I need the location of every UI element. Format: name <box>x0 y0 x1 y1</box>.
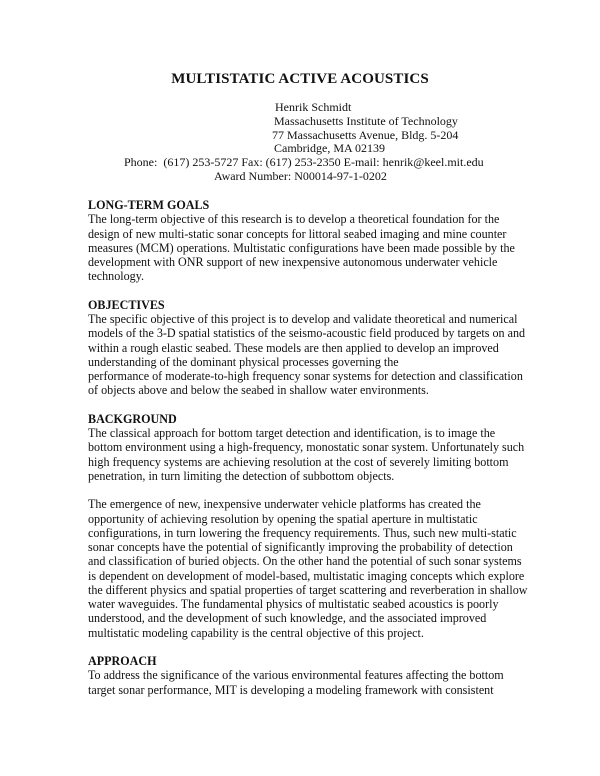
section-heading: LONG-TERM GOALS <box>88 198 210 212</box>
document-title: MULTISTATIC ACTIVE ACOUSTICS <box>171 71 429 87</box>
text-line: models of the 3-D spatial statistics of the seismo-acoustic field produced by targets on and <box>88 326 526 341</box>
text-line: understanding of the dominant physical processes governing the <box>88 354 399 369</box>
author-name: Henrik Schmidt <box>275 100 352 114</box>
section-gap <box>88 640 518 654</box>
author-block <box>0 101 600 184</box>
text-line: The emergence of new, inexpensive underwater vehicle platforms has created the <box>88 497 481 512</box>
paragraph <box>88 668 518 697</box>
text-line: understood, and the development of such knowledge, and the associated improved <box>88 611 487 626</box>
text-line: bottom environment using a high-frequency, monostatic sonar system. Unfortunately such <box>88 440 525 455</box>
paragraph <box>88 426 525 483</box>
author-city: Cambridge, MA 02139 <box>274 141 385 156</box>
text-line: of objects above and below the seabed in shallow water environments. <box>88 383 429 398</box>
section-heading: OBJECTIVES <box>88 297 165 312</box>
text-line: is dependent on development of model-based, multistatic imaging concepts which explore <box>88 568 525 583</box>
text-line: target sonar performance, MIT is developing a modeling framework with consistent <box>88 682 494 697</box>
paragraph <box>88 312 526 398</box>
text-line: opportunity of achieving resolution by opening the spatial aperture in multistatic <box>88 511 478 526</box>
text-line: The specific objective of this project is to develop and validate theoretical and numerical <box>88 312 518 326</box>
author-contact: Phone: (617) 253-5727 Fax: (617) 253-2350 E-mail: henrik@keel.mit.edu <box>124 155 484 170</box>
text-line: design of new multi-static sonar concepts for littoral seabed imaging and mine counter <box>88 226 507 241</box>
text-line: The long-term objective of this research is to develop a theoretical foundation for the <box>88 212 500 227</box>
text-line: penetration, in turn limiting the detection of subbottom objects. <box>88 468 395 483</box>
section-heading: APPROACH <box>88 654 157 668</box>
text-line: technology. <box>88 269 144 284</box>
paragraph <box>88 212 518 283</box>
section-gap <box>88 284 518 298</box>
text-line: and classification of buried objects. On the other hand the potential of such sonar systems <box>88 554 522 569</box>
author-institution: Massachusetts Institute of Technology <box>274 113 458 128</box>
text-line: configurations, in turn lowering the frequency requirements. Thus, such new multi-static <box>88 525 517 540</box>
text-line: water waveguides. The fundamental physics of multistatic seabed acoustics is poorly <box>88 597 499 611</box>
section-heading: BACKGROUND <box>88 411 177 426</box>
text-line: high frequency systems are achieving resolution at the cost of severely limiting bottom <box>88 454 509 469</box>
text-line: multistatic modeling capability is the central objective of this project. <box>88 625 424 640</box>
paragraph-gap <box>88 483 518 497</box>
document-body <box>88 198 528 697</box>
text-line: To address the significance of the various environmental features affecting the bottom <box>88 668 504 683</box>
text-line: measures (MCM) operations. Multistatic configurations have been made possible by the <box>88 240 515 255</box>
paragraph <box>88 497 528 640</box>
award-number: Award Number: N00014-97-1-0202 <box>214 168 387 183</box>
text-line: development with ONR support of new inexpensive autonomous underwater vehicle <box>88 255 498 269</box>
text-line: The classical approach for bottom target detection and identification, is to image the <box>88 426 496 440</box>
text-line: sonar concepts have the potential of significantly improving the probability of detection <box>88 540 513 554</box>
text-line: within a rough elastic seabed. These models are then applied to develop an improved <box>88 340 499 355</box>
text-line: the different physics and spatial properties of target scattering and reverberation in shallow <box>88 582 528 597</box>
text-line: performance of moderate-to-high frequency sonar systems for detection and classification <box>88 369 523 383</box>
author-street: 77 Massachusetts Avenue, Bldg. 5-204 <box>272 127 459 142</box>
section-gap <box>88 398 518 412</box>
